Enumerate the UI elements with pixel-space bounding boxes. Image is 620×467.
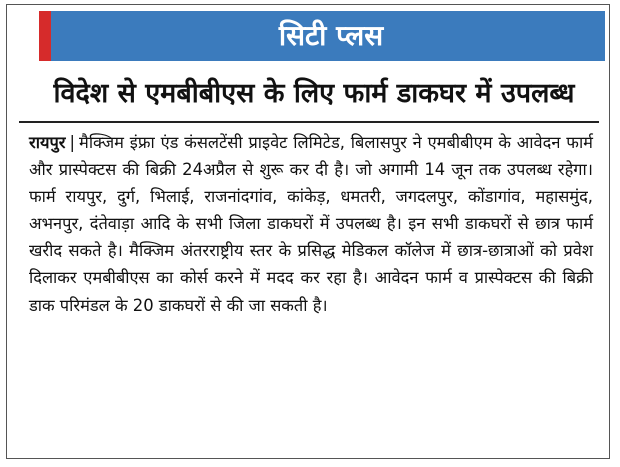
banner-accent-bar [39, 11, 51, 61]
dateline-separator: | [69, 133, 76, 152]
headline-divider [19, 121, 599, 123]
article-body [29, 129, 593, 319]
dateline: रायपुर [29, 133, 66, 152]
section-title: सिटी प्लस [278, 19, 384, 52]
section-banner [39, 11, 605, 61]
article-text: मैक्जिम इंफ्रा एंड कंसलटेंसी प्राइवेट लिमिटेड, बिलासपुर ने एमबीबीएम के आवेदन फार्म और प्रास्पेक्टस की बिक्री 24अप्रैल से शुरू कर दी है। जो अगामी 14 जून तक उपलब्ध रहेगा। फार्म रायपुर, दुर्ग, भिलाई, राजनांदगांव, कांकेड़, धमतरी, जगदलपुर, कोंडागांव, महासमुंद, अभनपुर, दंतेवाड़ा आदि के सभी जिला डाकघरों में उपलब्ध है। इन सभी डाकघरों से छात्र फार्म खरीद सकते है। मैक्जिम अंतरराष्ट्रीय स्तर के प्रसिद्ध मेडिकल कॉलेज में छात्र-छात्राओं को प्रवेश दिलाकर एमबीबीएस का कोर्स करने में मदद कर रहा है। आवेदन फार्म व प्रास्पेक्टस की बिक्री डाक परिमंडल के 20 डाकघरों से की जा सकती है। [29, 133, 593, 315]
newspaper-clipping [6, 4, 610, 459]
article-headline: विदेश से एमबीबीएस के लिए फार्म डाकघर में उपलब्ध [53, 78, 575, 109]
